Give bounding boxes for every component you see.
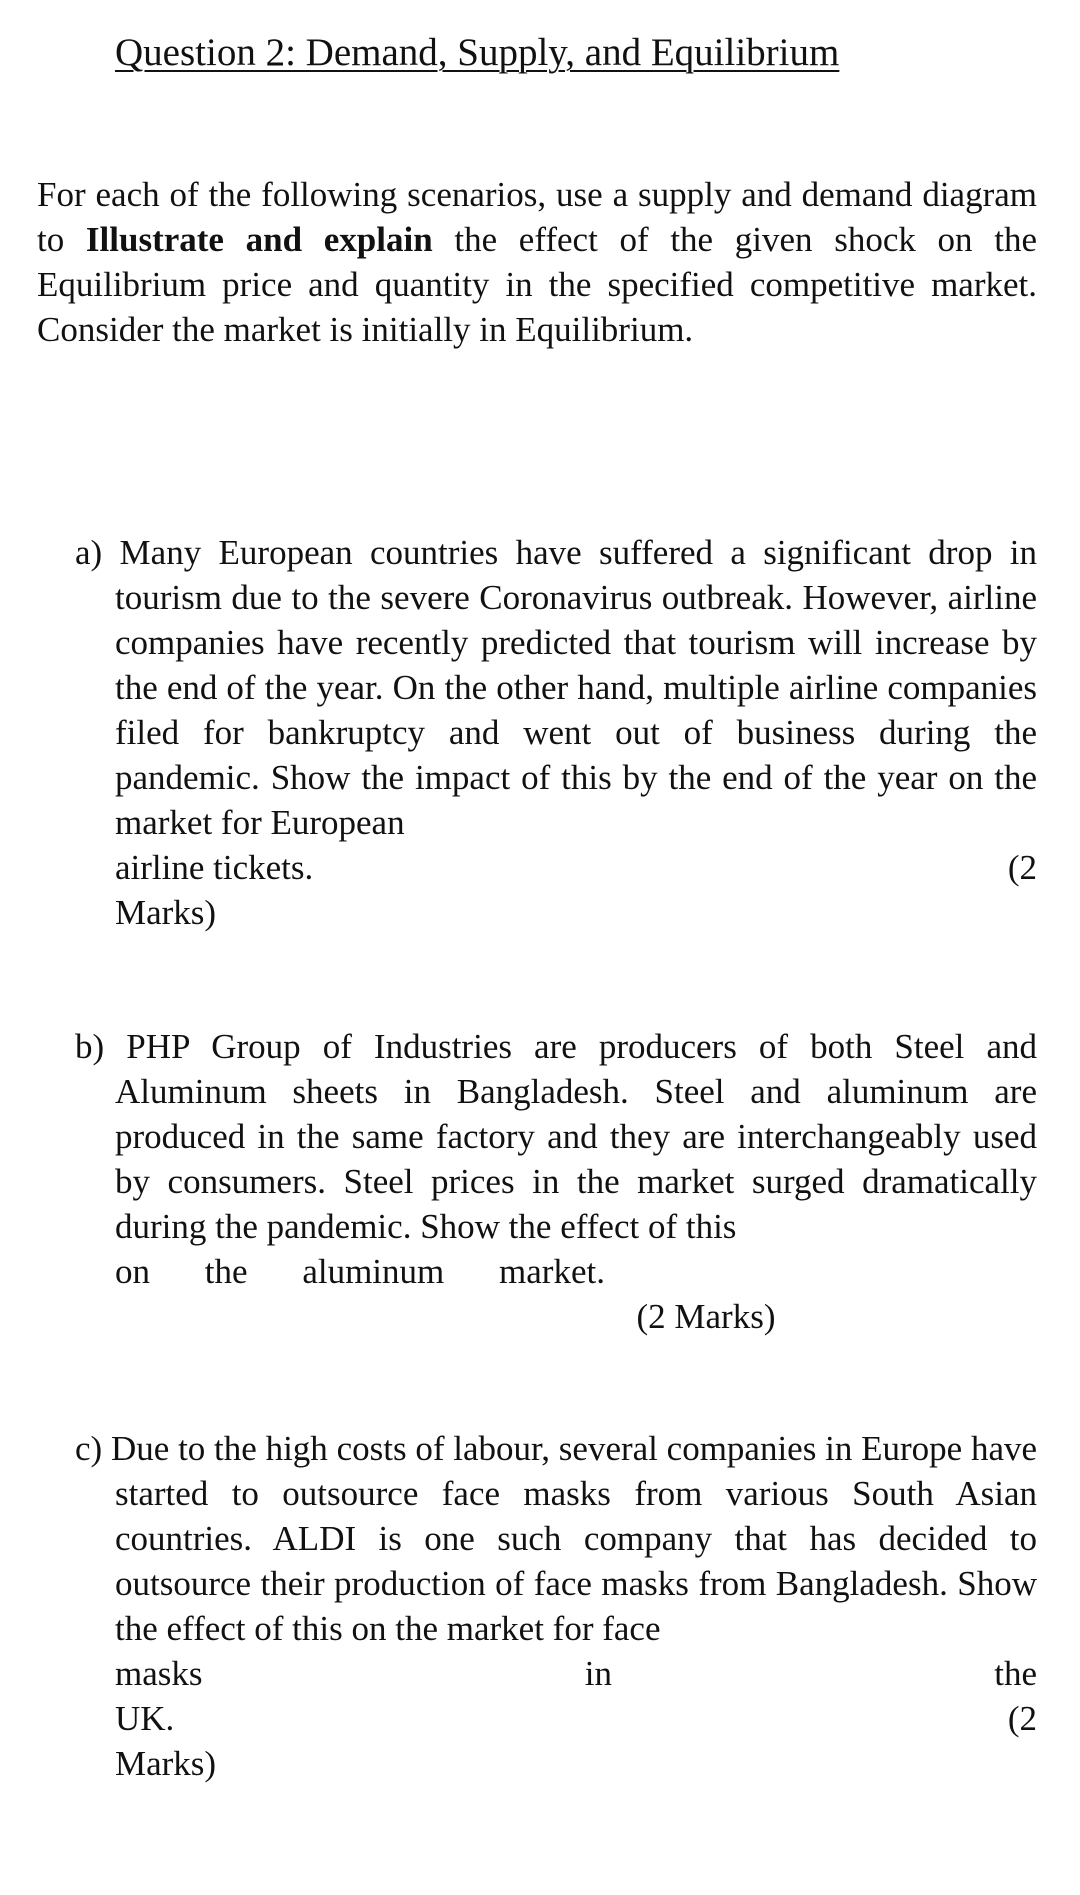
question-c-tail-word: in (584, 1654, 612, 1693)
question-b-label: b) (75, 1027, 105, 1066)
question-b-text (75, 1024, 1038, 1249)
question-a (75, 530, 1037, 935)
question-c (75, 1426, 1037, 1786)
question-a-tail-right: (2 (1007, 848, 1037, 887)
question-b-body: PHP Group of Industries are producers of both Steel and Aluminum sheets in Bangladesh. Steel and aluminum are produced in the same factory and they are interchangeably used by consumers. Steel prices in the market surged dramatically during the pandemic. Show the effect of this (115, 1027, 1038, 1246)
question-b-tail-word: aluminum (302, 1252, 445, 1291)
question-b (75, 1024, 1037, 1339)
instructions-paragraph (37, 172, 1037, 352)
instructions-bold-text: Illustrate and explain (85, 220, 433, 259)
instructions-text-1: For each of the following scenarios, use a supply and demand diagram to (37, 175, 1037, 259)
question-c-tail-2 (115, 1696, 1037, 1741)
question-c-text (75, 1426, 1038, 1651)
question-a-body: Many European countries have suffered a significant drop in tourism due to the severe Coronavirus outbreak. However, airline companies have recently predicted that tourism will increase by the end of the year. On the other hand, multiple airline companies filed for bankruptcy and went out of business during the pandemic. Show the impact of this by the end of the year on the market for European (115, 533, 1038, 842)
question-c-tail2-left: UK. (115, 1699, 175, 1738)
question-b-tail (115, 1249, 605, 1294)
question-a-tail (115, 845, 1037, 890)
question-a-tail-left: airline tickets. (115, 848, 314, 887)
question-c-tail-word: masks (115, 1654, 203, 1693)
question-c-marks: Marks) (115, 1744, 217, 1783)
question-a-label: a) (75, 533, 103, 572)
question-c-tail2-right: (2 (1007, 1699, 1037, 1738)
question-b-tail-word: the (204, 1252, 248, 1291)
question-c-body: Due to the high costs of labour, several companies in Europe have started to outsource face masks from various South Asian countries. ALDI is one such company that has decided to outsource their production of face masks from Bangladesh. Show the effect of this on the market for face (110, 1429, 1038, 1648)
question-b-tail-word: market. (499, 1252, 605, 1291)
question-c-label: c) (75, 1429, 103, 1468)
question-a-text (75, 530, 1038, 845)
question-b-tail-word: on (115, 1252, 150, 1291)
question-c-tail (115, 1651, 1037, 1696)
question-b-marks: (2 Marks) (636, 1297, 776, 1336)
question-a-marks: Marks) (115, 893, 217, 932)
question-c-tail-word: the (994, 1654, 1037, 1693)
question-title: Question 2: Demand, Supply, and Equilibrium (115, 31, 840, 74)
instructions-text-2: the effect of the given shock on the Equilibrium price and quantity in the specified competitive market. Consider the market is initially in Equilibrium. (37, 220, 1037, 349)
